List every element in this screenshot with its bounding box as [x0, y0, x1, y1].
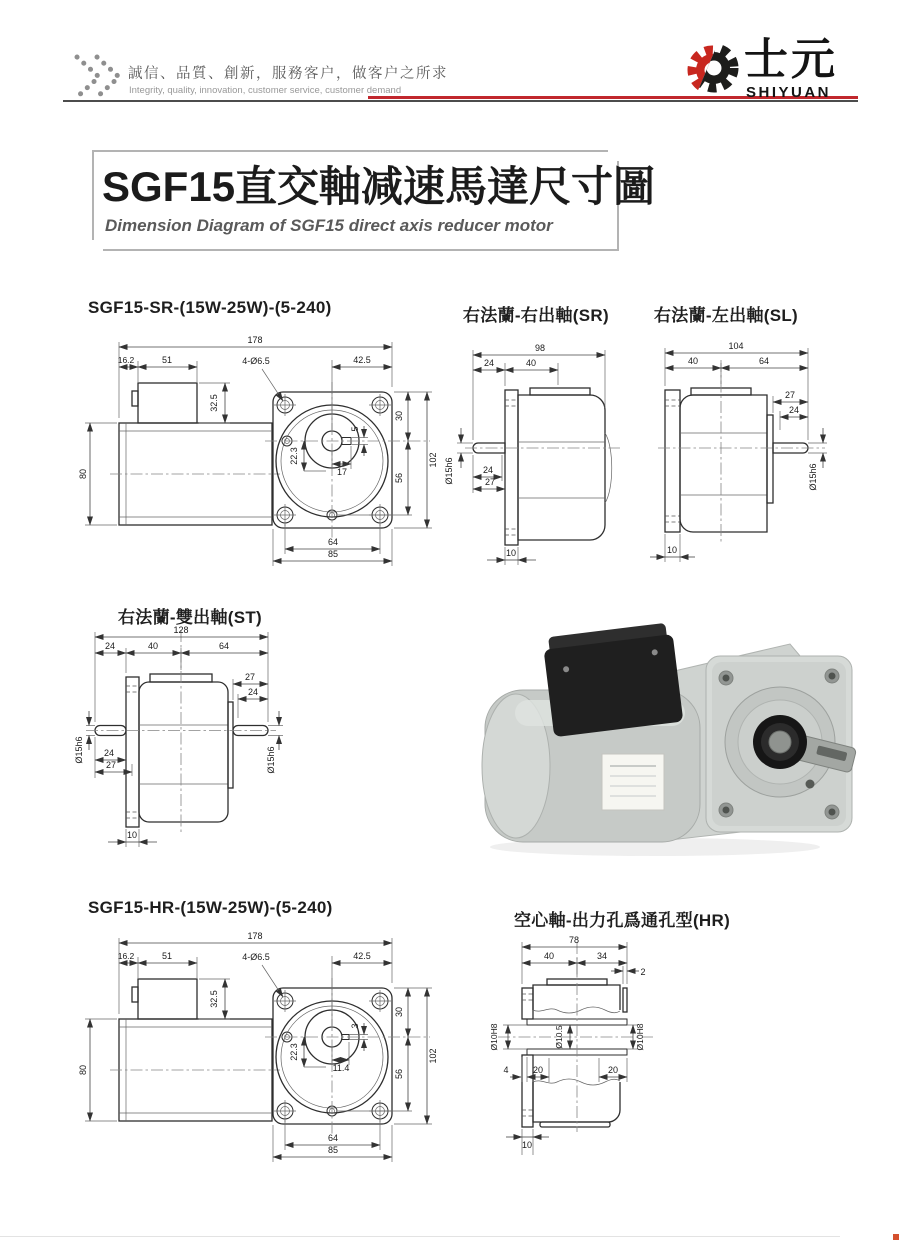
dim-34: 34: [596, 951, 608, 961]
dim-bore-left: Ø10H8: [489, 1023, 499, 1051]
page-subtitle: Dimension Diagram of SGF15 direct axis reducer motor: [105, 216, 553, 235]
dim-shaft-right: Ø15h6: [266, 746, 276, 774]
dim-27: 27: [784, 390, 796, 400]
dim-4: 4: [503, 1065, 509, 1075]
drawing-sr-side-flange: [78, 335, 438, 566]
brand-name-zh: 士元: [744, 35, 838, 84]
dim-total: 128: [173, 625, 189, 635]
dim-80: 80: [78, 1064, 88, 1076]
dim-17: 17: [336, 467, 348, 477]
dim-2: 2: [640, 967, 646, 977]
dim-holes: 4-Ø6.5: [242, 952, 270, 962]
drawing5-label: SGF15-HR-(15W-25W)-(5-240): [88, 898, 333, 917]
dim-24r: 24: [247, 687, 259, 697]
dim-total: 78: [568, 935, 580, 945]
dim-51: 51: [161, 951, 173, 961]
dim-40: 40: [525, 358, 537, 368]
dim-total: 98: [534, 343, 546, 353]
dim-16-2: 16.2: [117, 355, 135, 365]
dim-10: 10: [505, 548, 517, 558]
dim-22-3: 22.3: [289, 1043, 299, 1061]
dim-24l: 24: [103, 748, 115, 758]
product-photo: [482, 622, 857, 856]
dim-10: 10: [126, 830, 138, 840]
dim-64: 64: [758, 356, 770, 366]
drawing-sl-view: [650, 341, 827, 562]
dim-27l: 27: [105, 760, 117, 770]
dim-24: 24: [104, 641, 116, 651]
dim-30: 30: [394, 410, 404, 422]
drawing2-label: 右法蘭-右出軸(SR): [463, 306, 609, 325]
dim-42-5: 42.5: [353, 951, 371, 961]
dim-27: 27: [484, 477, 496, 487]
header-slogan-en: Integrity, quality, innovation, customer service, customer demand: [129, 85, 402, 96]
drawing1-label: SGF15-SR-(15W-25W)-(5-240): [88, 298, 332, 317]
brand-name-en: SHIYUAN: [746, 84, 832, 101]
terminal-box: [542, 622, 683, 737]
dim-40: 40: [687, 356, 699, 366]
dim-shaft: Ø15h6: [444, 457, 454, 485]
dim-85: 85: [327, 549, 339, 559]
drawing-hr-side-flange: [78, 931, 438, 1162]
dim-64: 64: [218, 641, 230, 651]
dim-22-3: 22.3: [289, 447, 299, 465]
dim-102: 102: [428, 452, 438, 468]
dim-bore-mid: Ø10.5: [554, 1025, 564, 1049]
dim-holes: 4-Ø6.5: [242, 356, 270, 366]
dim-total: 178: [247, 335, 263, 345]
dim-5: 5: [350, 426, 360, 432]
footer-accent-mark: [893, 1234, 899, 1240]
dim-40: 40: [147, 641, 159, 651]
dim-40: 40: [543, 951, 555, 961]
dim-56: 56: [394, 1068, 404, 1080]
dim-32-5: 32.5: [209, 990, 219, 1008]
dim-total: 104: [728, 341, 744, 351]
dim-20a: 20: [532, 1065, 544, 1075]
dim-102: 102: [428, 1048, 438, 1064]
dim-24: 24: [788, 405, 800, 415]
spec-label: [602, 754, 664, 810]
dim-32-5: 32.5: [209, 394, 219, 412]
dim-24b: 24: [482, 465, 494, 475]
dim-total: 178: [247, 931, 263, 941]
dim-30: 30: [394, 1006, 404, 1018]
dim-85: 85: [327, 1145, 339, 1155]
dim-shaft: Ø15h6: [808, 463, 818, 491]
dim-64: 64: [327, 1133, 339, 1143]
dim-42-5: 42.5: [353, 355, 371, 365]
footer-rule: [0, 1236, 840, 1237]
dim-16-2: 16.2: [117, 951, 135, 961]
dim-3: 3: [350, 1023, 360, 1029]
drawing-st-view: [74, 625, 283, 847]
dim-20b: 20: [607, 1065, 619, 1075]
page-title: SGF15直交軸减速馬達尺寸圖: [102, 163, 656, 210]
dim-shaft-left: Ø15h6: [74, 736, 84, 764]
dim-10: 10: [521, 1140, 533, 1150]
dim-51: 51: [161, 355, 173, 365]
drawing4-label: 右法蘭-雙出軸(ST): [118, 608, 263, 627]
dim-56: 56: [394, 472, 404, 484]
dim-24: 24: [483, 358, 495, 368]
dim-80: 80: [78, 468, 88, 480]
drawing-sr-view: [444, 343, 620, 565]
drawing-hr-section: [489, 935, 653, 1155]
dim-bore-right: Ø10H8: [635, 1023, 645, 1051]
dim-64: 64: [327, 537, 339, 547]
drawing3-label: 右法蘭-左出軸(SL): [654, 306, 799, 325]
dim-10: 10: [666, 545, 678, 555]
header-slogan-zh: 誠信、品質、創新，服務客户，做客户之所求: [128, 66, 448, 82]
dim-11-4: 11.4: [332, 1063, 350, 1073]
dim-27r: 27: [244, 672, 256, 682]
drawing6-label: 空心軸-出力孔爲通孔型(HR): [514, 911, 731, 930]
